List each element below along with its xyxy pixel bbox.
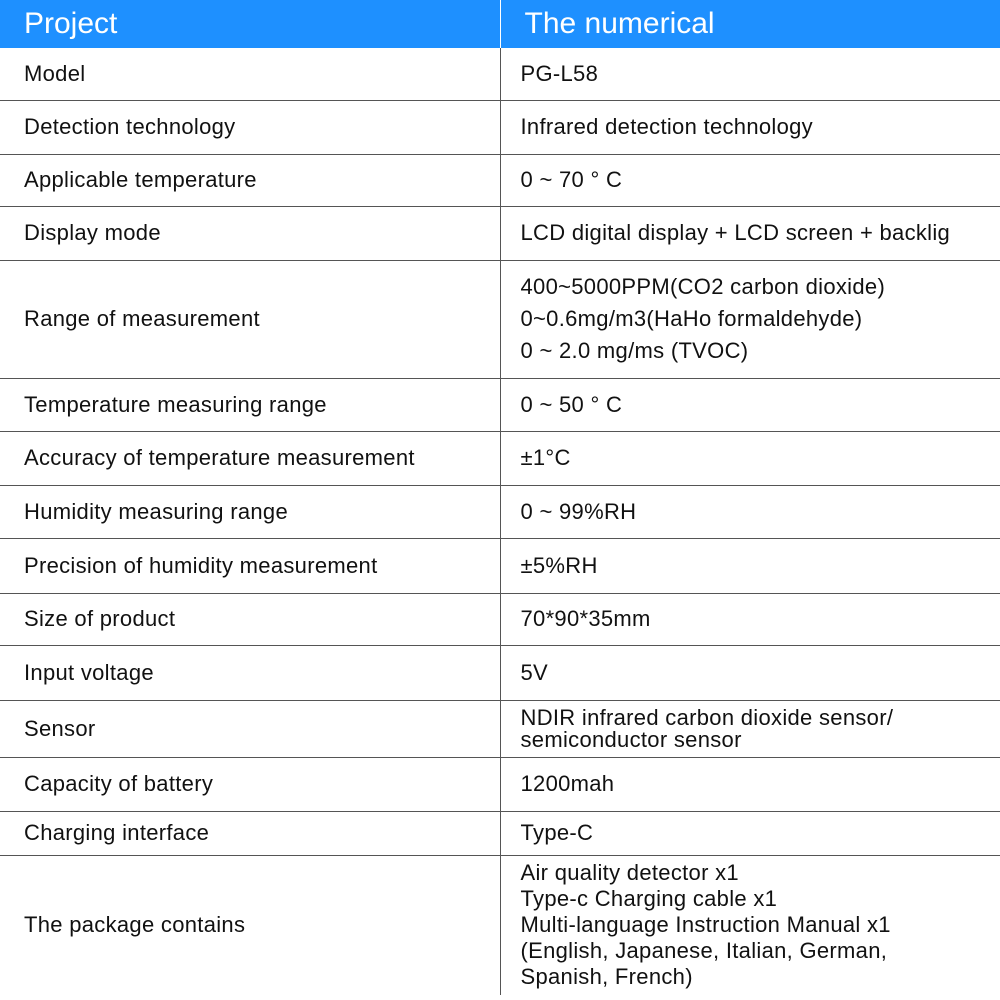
table-body bbox=[0, 48, 1000, 995]
value-line: Infrared detection technology bbox=[520, 114, 813, 139]
value-line: Multi-language Instruction Manual x1 bbox=[520, 912, 891, 938]
value-line: 1200mah bbox=[520, 771, 615, 796]
value-line: 400~5000PPM(CO2 carbon dioxide) bbox=[520, 274, 886, 299]
value-line: NDIR infrared carbon dioxide sensor/ bbox=[520, 704, 894, 730]
row-label: Input voltage bbox=[0, 645, 500, 700]
row-label: Capacity of battery bbox=[0, 757, 500, 811]
value-line: 0 ~ 70 ° C bbox=[520, 167, 623, 192]
row-value bbox=[500, 855, 1000, 995]
row-label: Detection technology bbox=[0, 100, 500, 154]
table-row bbox=[0, 538, 1000, 593]
row-value bbox=[500, 645, 1000, 700]
row-value bbox=[500, 206, 1000, 260]
row-value bbox=[500, 700, 1000, 757]
table-row bbox=[0, 260, 1000, 378]
value-line: 5V bbox=[520, 659, 549, 685]
value-line: semiconductor sensor bbox=[520, 726, 742, 752]
row-label: The package contains bbox=[0, 855, 500, 995]
table-row bbox=[0, 48, 1000, 100]
value-line: PG-L58 bbox=[520, 60, 599, 86]
row-value bbox=[500, 757, 1000, 811]
table-row bbox=[0, 757, 1000, 811]
row-label: Humidity measuring range bbox=[0, 485, 500, 538]
row-value bbox=[500, 260, 1000, 378]
header-row bbox=[0, 0, 1000, 48]
row-label: Precision of humidity measurement bbox=[0, 538, 500, 593]
row-value bbox=[500, 485, 1000, 538]
row-label: Model bbox=[0, 48, 500, 100]
value-line: 0~0.6mg/m3(HaHo formaldehyde) bbox=[520, 306, 863, 331]
value-line: Air quality detector x1 bbox=[520, 860, 739, 886]
value-line: 0 ~ 2.0 mg/ms (TVOC) bbox=[520, 338, 749, 363]
row-label: Sensor bbox=[0, 700, 500, 757]
row-value bbox=[500, 48, 1000, 100]
value-line: Type-c Charging cable x1 bbox=[520, 886, 778, 912]
row-label: Range of measurement bbox=[0, 260, 500, 378]
row-value bbox=[500, 431, 1000, 485]
table-row bbox=[0, 593, 1000, 645]
row-label: Applicable temperature bbox=[0, 154, 500, 206]
table-row bbox=[0, 100, 1000, 154]
table-row bbox=[0, 485, 1000, 538]
row-value bbox=[500, 811, 1000, 855]
row-label: Display mode bbox=[0, 206, 500, 260]
row-label: Charging interface bbox=[0, 811, 500, 855]
row-label: Accuracy of temperature measurement bbox=[0, 431, 500, 485]
row-value bbox=[500, 538, 1000, 593]
row-value bbox=[500, 378, 1000, 431]
table-row bbox=[0, 811, 1000, 855]
row-value bbox=[500, 100, 1000, 154]
header-project: Project bbox=[0, 0, 500, 48]
value-line: 70*90*35mm bbox=[520, 606, 651, 631]
value-line: (English, Japanese, Italian, German, bbox=[520, 938, 888, 964]
header-numerical: The numerical bbox=[500, 0, 1000, 48]
table-row bbox=[0, 154, 1000, 206]
table-row bbox=[0, 431, 1000, 485]
value-line: Type-C bbox=[520, 820, 594, 845]
value-line: LCD digital display + LCD screen + backlig bbox=[520, 220, 951, 245]
value-line: ±5%RH bbox=[520, 552, 598, 578]
table-row bbox=[0, 206, 1000, 260]
row-label: Temperature measuring range bbox=[0, 378, 500, 431]
row-label: Size of product bbox=[0, 593, 500, 645]
row-value bbox=[500, 154, 1000, 206]
table-row bbox=[0, 378, 1000, 431]
value-line: 0 ~ 50 ° C bbox=[520, 391, 623, 417]
table-row bbox=[0, 700, 1000, 757]
table-row bbox=[0, 645, 1000, 700]
value-line: Spanish, French) bbox=[520, 964, 693, 990]
row-value bbox=[500, 593, 1000, 645]
table-header bbox=[0, 0, 1000, 48]
table-row bbox=[0, 855, 1000, 995]
value-line: 0 ~ 99%RH bbox=[520, 498, 637, 524]
value-line: ±1°C bbox=[520, 445, 571, 470]
